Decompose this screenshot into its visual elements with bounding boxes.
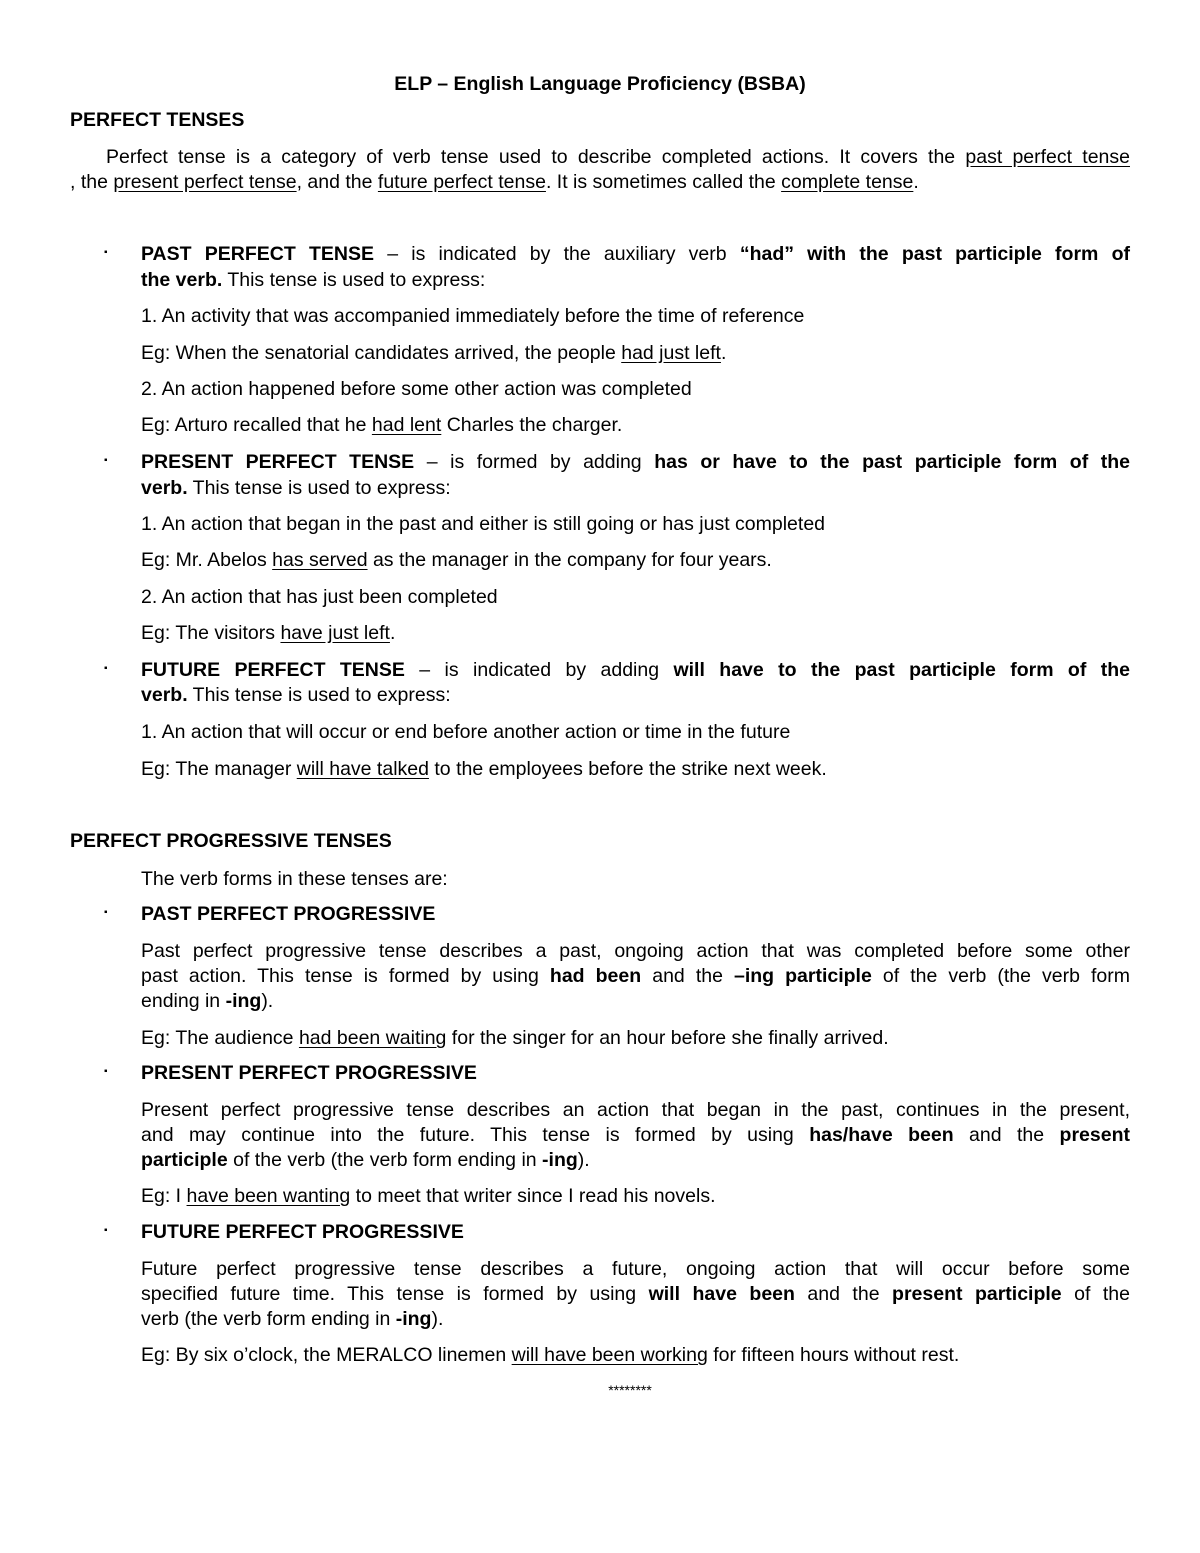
future-perfect-example-1: [141, 757, 827, 781]
present-perfect-example-2: [141, 621, 395, 645]
past-perfect-progressive-line1: Past perfect progressive tense describes a past, ongoing action that was completed before some other: [141, 940, 1130, 962]
definition-text: This tense is used to express:: [187, 684, 451, 706]
intro-paragraph-line2: [70, 170, 1130, 194]
bullet-marker: ▪: [104, 1225, 108, 1236]
intro-text: .: [913, 171, 919, 193]
definition-bold: verb.: [141, 684, 188, 706]
body-text: of the verb (the verb form ending in: [227, 1149, 543, 1171]
term-present-perfect: present perfect tense: [113, 171, 297, 193]
example-text: Eg: The manager: [141, 758, 297, 780]
bullet-marker: ▪: [104, 1066, 108, 1077]
body-text: past action. This tense is formed by using: [141, 965, 550, 987]
body-bold: –ing participle: [733, 965, 872, 987]
body-bold: participle: [141, 1149, 228, 1171]
definition-text: This tense is used to express:: [222, 269, 486, 291]
bullet-marker: ▪: [104, 247, 108, 258]
body-text: and may continue into the future. This tense is formed by using: [141, 1124, 810, 1146]
body-text: specified future time. This tense is formed by using: [141, 1283, 649, 1305]
bullet-marker: ▪: [104, 663, 108, 674]
present-perfect-heading: PRESENT PERFECT TENSE: [141, 451, 415, 473]
body-text: of the: [1061, 1283, 1130, 1305]
definition-bold: the verb.: [141, 269, 223, 291]
example-verb: had lent: [371, 414, 442, 436]
example-verb: has served: [272, 549, 368, 571]
present-perfect-progressive-line1: Present perfect progressive tense describes an action that began in the past, continues in the present,: [141, 1099, 1130, 1121]
past-perfect-item-1: 1. An activity that was accompanied immediately before the time of reference: [141, 305, 805, 327]
body-bold: -ing: [225, 990, 262, 1012]
body-text: and the: [794, 1283, 893, 1305]
definition-text: This tense is used to express:: [187, 477, 451, 499]
section-heading-perfect-progressive: PERFECT PROGRESSIVE TENSES: [70, 830, 392, 852]
past-perfect-item-2: 2. An action happened before some other action was completed: [141, 378, 692, 400]
example-text: as the manager in the company for four years.: [367, 549, 772, 571]
example-text: Eg: By six o’clock, the MERALCO linemen: [141, 1344, 512, 1366]
future-perfect-progressive-line3: [141, 1307, 443, 1331]
example-verb: have been wanting: [186, 1185, 351, 1207]
past-perfect-progressive-line3: [141, 989, 273, 1013]
body-bold: -ing: [395, 1308, 432, 1330]
body-text: ).: [261, 990, 274, 1012]
present-perfect-definition-line2: [141, 476, 451, 500]
example-text: Eg: When the senatorial candidates arrived, the people: [141, 342, 622, 364]
present-perfect-progressive-line3: [141, 1148, 590, 1172]
past-perfect-example-2: [141, 413, 622, 437]
example-text: Eg: The visitors: [141, 622, 281, 644]
intro-text: Perfect tense is a category of verb tense used to describe completed actions. It covers the: [106, 146, 966, 168]
future-perfect-progressive-line2: [141, 1282, 1130, 1306]
section-heading-perfect-tenses: PERFECT TENSES: [70, 109, 245, 131]
present-perfect-progressive-heading: PRESENT PERFECT PROGRESSIVE: [141, 1062, 477, 1084]
past-perfect-heading: PAST PERFECT TENSE: [141, 243, 374, 265]
bullet-marker: ▪: [104, 907, 108, 918]
intro-text: , and the: [296, 171, 378, 193]
past-perfect-progressive-example: [141, 1026, 889, 1050]
body-text: and the: [641, 965, 734, 987]
example-text: Charles the charger.: [441, 414, 623, 436]
body-text: of the verb (the verb form: [871, 965, 1130, 987]
present-perfect-item-2: 2. An action that has just been completed: [141, 586, 498, 608]
example-verb: had just left: [621, 342, 721, 364]
example-text: Eg: I: [141, 1185, 187, 1207]
present-perfect-example-1: [141, 548, 772, 572]
definition-bold: verb.: [141, 477, 188, 499]
body-text: ).: [577, 1149, 590, 1171]
intro-paragraph-line1: [70, 145, 1130, 169]
body-bold: had been: [549, 965, 642, 987]
past-perfect-progressive-heading: PAST PERFECT PROGRESSIVE: [141, 903, 436, 925]
example-verb: have just left: [280, 622, 390, 644]
body-text: verb (the verb form ending in: [141, 1308, 396, 1330]
present-perfect-progressive-example: [141, 1184, 716, 1208]
example-text: for the singer for an hour before she finally arrived.: [446, 1027, 889, 1049]
example-text: Eg: Arturo recalled that he: [141, 414, 372, 436]
future-perfect-item-1: 1. An action that will occur or end before another action or time in the future: [141, 721, 791, 743]
future-perfect-heading: FUTURE PERFECT TENSE: [141, 659, 405, 681]
future-perfect-progressive-example: [141, 1343, 959, 1367]
example-text: for fifteen hours without rest.: [707, 1344, 960, 1366]
example-text: Eg: The audience: [141, 1027, 299, 1049]
definition-bold: “had” with the past participle form of: [739, 243, 1130, 265]
example-verb: will have been working: [511, 1344, 708, 1366]
intro-text: , the: [70, 171, 114, 193]
body-text: ending in: [141, 990, 226, 1012]
progressive-intro: The verb forms in these tenses are:: [141, 868, 448, 890]
future-perfect-progressive-line1: Future perfect progressive tense describes a future, ongoing action that will occur before some: [141, 1258, 1130, 1280]
definition-bold: will have to the past participle form of the: [673, 659, 1130, 681]
bullet-marker: ▪: [104, 455, 108, 466]
example-text: to the employees before the strike next week.: [428, 758, 827, 780]
term-future-perfect: future perfect tense: [377, 171, 546, 193]
present-perfect-progressive-line2: [141, 1123, 1130, 1147]
example-text: to meet that writer since I read his novels.: [350, 1185, 716, 1207]
term-complete-tense: complete tense: [781, 171, 914, 193]
past-perfect-definition-line2: [141, 268, 485, 292]
past-perfect-progressive-line2: [141, 964, 1130, 988]
past-perfect-definition-line1: [141, 242, 1130, 266]
body-bold: present participle: [892, 1283, 1062, 1305]
document-title: ELP – English Language Proficiency (BSBA): [394, 73, 806, 95]
past-perfect-example-1: [141, 341, 726, 365]
example-verb: had been waiting: [298, 1027, 447, 1049]
example-text: .: [720, 342, 727, 364]
present-perfect-definition-line1: [141, 450, 1130, 474]
body-bold: will have been: [648, 1283, 795, 1305]
body-bold: present: [1059, 1124, 1130, 1146]
example-text: Eg: Mr. Abelos: [141, 549, 273, 571]
body-text: and the: [953, 1124, 1060, 1146]
definition-bold: has or have to the past participle form of the: [654, 451, 1130, 473]
future-perfect-definition-line1: [141, 658, 1130, 682]
end-of-document-mark: ********: [608, 1382, 652, 1398]
example-text: .: [389, 622, 396, 644]
future-perfect-progressive-heading: FUTURE PERFECT PROGRESSIVE: [141, 1221, 464, 1243]
body-bold: has/have been: [809, 1124, 954, 1146]
term-past-perfect: past perfect tense: [965, 146, 1130, 168]
example-verb: will have talked: [296, 758, 429, 780]
definition-text: – is formed by adding: [414, 451, 655, 473]
future-perfect-definition-line2: [141, 683, 451, 707]
intro-text: . It is sometimes called the: [545, 171, 782, 193]
body-bold: -ing: [542, 1149, 578, 1171]
body-text: ).: [431, 1308, 444, 1330]
definition-text: – is indicated by the auxiliary verb: [374, 243, 740, 265]
present-perfect-item-1: 1. An action that began in the past and either is still going or has just completed: [141, 513, 826, 535]
definition-text: – is indicated by adding: [404, 659, 674, 681]
